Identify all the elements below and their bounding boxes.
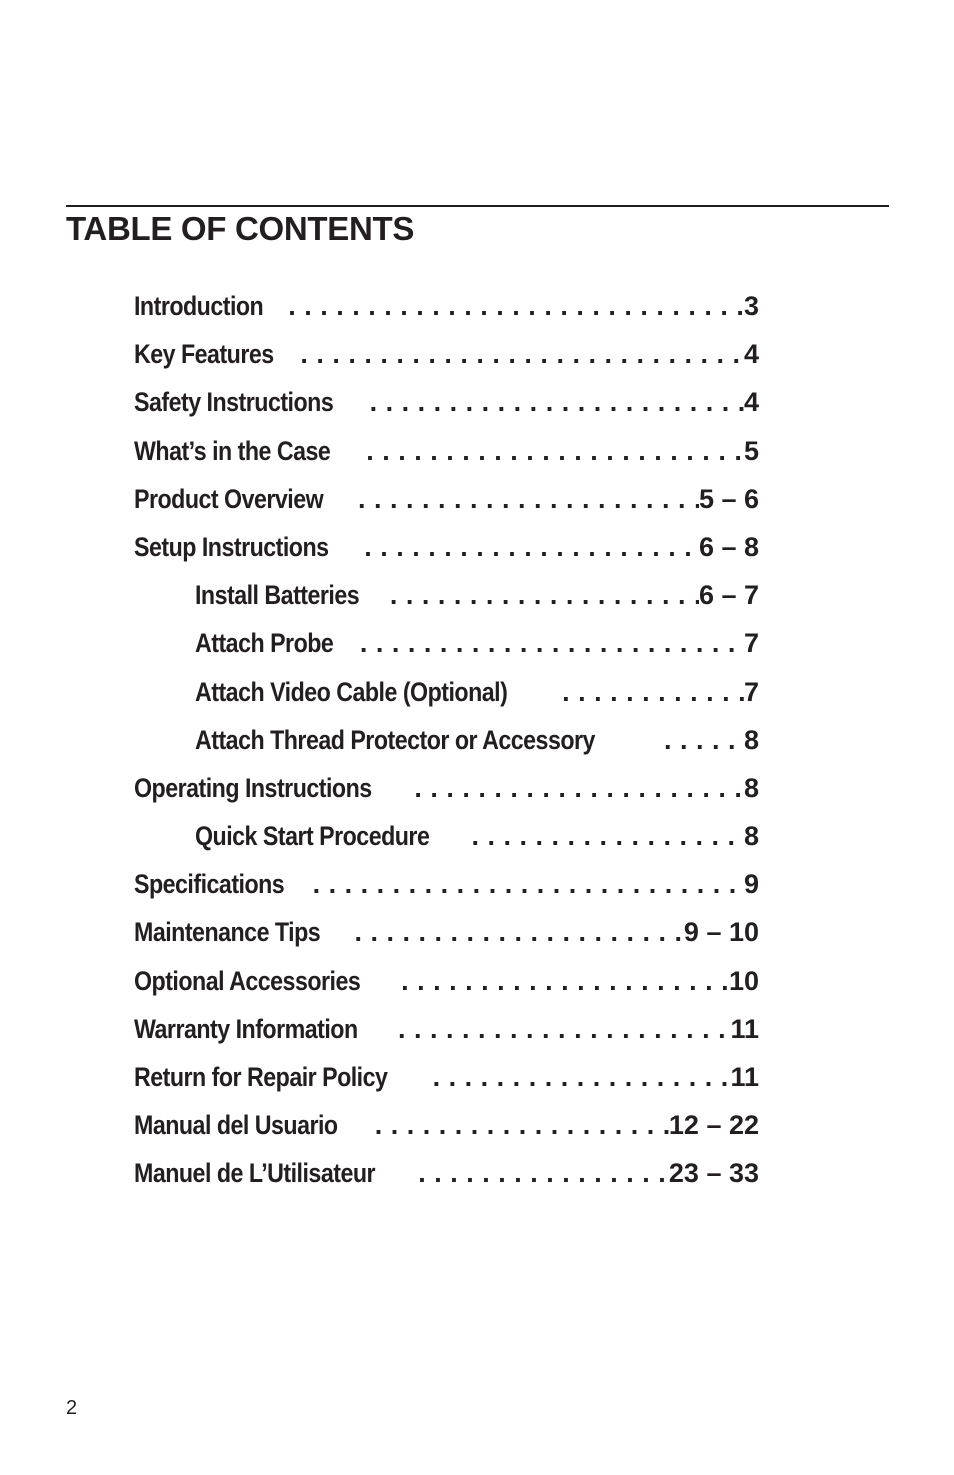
toc-entry-key-features[interactable] bbox=[134, 336, 759, 384]
toc-dot-leader bbox=[356, 625, 744, 661]
toc-entry-page: 4 bbox=[743, 387, 759, 418]
toc-entry-attach-thread-protector[interactable] bbox=[134, 722, 759, 770]
table-of-contents bbox=[134, 288, 759, 1204]
toc-entry-page: 11 bbox=[730, 1062, 759, 1092]
toc-entry-page: 6 – 7 bbox=[698, 580, 759, 611]
toc-dot-leader bbox=[394, 1011, 730, 1047]
toc-entry-page: 5 bbox=[743, 435, 759, 466]
toc-dot-leader bbox=[284, 288, 744, 324]
toc-dot-leader bbox=[360, 529, 699, 565]
toc-entry-page: 5 – 6 bbox=[698, 483, 759, 514]
toc-dot-leader bbox=[350, 914, 683, 950]
toc-entry-page: 4 bbox=[743, 339, 759, 370]
toc-entry-title: Setup Instructions bbox=[134, 531, 329, 562]
toc-entry-page: 3 bbox=[743, 291, 759, 321]
toc-entry-title: Return for Repair Policy bbox=[134, 1062, 388, 1092]
toc-entry-page: 6 – 8 bbox=[698, 531, 759, 562]
toc-entry-operating-instructions[interactable] bbox=[134, 770, 759, 818]
toc-dot-leader bbox=[397, 963, 729, 999]
toc-entry-warranty-information[interactable] bbox=[134, 1011, 759, 1059]
toc-dot-leader bbox=[410, 770, 744, 806]
toc-dot-leader bbox=[386, 577, 699, 613]
toc-entry-setup-instructions[interactable] bbox=[134, 529, 759, 577]
toc-entry-title: Manuel de L’Utilisateur bbox=[134, 1158, 376, 1189]
toc-entry-page: 9 – 10 bbox=[683, 917, 759, 948]
toc-entry-page: 7 bbox=[743, 628, 759, 659]
toc-entry-manual-del-usuario[interactable] bbox=[134, 1107, 759, 1155]
toc-entry-title: Attach Probe bbox=[195, 628, 334, 659]
toc-entry-title: Product Overview bbox=[134, 483, 324, 514]
toc-entry-title: Specifications bbox=[134, 869, 285, 900]
toc-entry-title: Safety Instructions bbox=[134, 387, 334, 418]
toc-entry-title: Operating Instructions bbox=[134, 772, 372, 803]
toc-entry-title: Attach Thread Protector or Accessory bbox=[195, 724, 595, 755]
toc-entry-maintenance-tips[interactable] bbox=[134, 914, 759, 962]
toc-dot-leader bbox=[414, 1155, 669, 1191]
toc-entry-attach-probe[interactable] bbox=[134, 625, 759, 673]
toc-entry-page: 8 bbox=[743, 772, 759, 803]
toc-entry-page: 9 bbox=[743, 869, 759, 900]
toc-entry-safety-instructions[interactable] bbox=[134, 384, 759, 432]
toc-entry-page: 8 bbox=[743, 724, 759, 755]
toc-entry-quick-start-procedure[interactable] bbox=[134, 818, 759, 866]
page-number: 2 bbox=[66, 1397, 78, 1419]
toc-entry-attach-video-cable[interactable] bbox=[134, 674, 759, 722]
toc-dot-leader bbox=[354, 481, 699, 517]
toc-entry-return-for-repair-policy[interactable] bbox=[134, 1059, 759, 1107]
toc-dot-leader bbox=[558, 674, 744, 710]
toc-entry-title: Warranty Information bbox=[134, 1013, 358, 1044]
toc-entry-title: Install Batteries bbox=[195, 580, 360, 611]
toc-entry-install-batteries[interactable] bbox=[134, 577, 759, 625]
toc-dot-leader bbox=[362, 433, 744, 469]
toc-entry-introduction[interactable] bbox=[134, 288, 759, 336]
toc-dot-leader bbox=[429, 1059, 731, 1095]
toc-entry-whats-in-the-case[interactable] bbox=[134, 433, 759, 481]
toc-entry-title: Maintenance Tips bbox=[134, 917, 321, 948]
toc-dot-leader bbox=[309, 866, 744, 902]
page-title: TABLE OF CONTENTS bbox=[66, 210, 415, 247]
toc-entry-title: Introduction bbox=[134, 291, 264, 321]
toc-entry-page: 7 bbox=[743, 676, 759, 707]
toc-entry-specifications[interactable] bbox=[134, 866, 759, 914]
toc-dot-leader bbox=[468, 818, 744, 854]
toc-entry-title: What’s in the Case bbox=[134, 435, 331, 466]
toc-entry-page: 11 bbox=[730, 1013, 759, 1044]
toc-entry-page: 10 bbox=[728, 965, 759, 996]
toc-entry-title: Optional Accessories bbox=[134, 965, 361, 996]
toc-entry-title: Manual del Usuario bbox=[134, 1110, 338, 1141]
toc-entry-product-overview[interactable] bbox=[134, 481, 759, 529]
toc-dot-leader bbox=[296, 336, 744, 372]
toc-entry-page: 12 – 22 bbox=[668, 1110, 759, 1141]
toc-entry-title: Key Features bbox=[134, 339, 274, 370]
toc-entry-page: 23 – 33 bbox=[668, 1158, 759, 1189]
toc-entry-title: Attach Video Cable (Optional) bbox=[195, 676, 508, 707]
toc-dot-leader bbox=[371, 1107, 669, 1143]
heading-rule bbox=[66, 205, 889, 207]
toc-dot-leader bbox=[366, 384, 744, 420]
toc-entry-page: 8 bbox=[743, 821, 759, 852]
toc-entry-optional-accessories[interactable] bbox=[134, 963, 759, 1011]
toc-entry-title: Quick Start Procedure bbox=[195, 821, 430, 852]
toc-entry-manuel-de-lutilisateur[interactable] bbox=[134, 1155, 759, 1203]
toc-dot-leader bbox=[660, 722, 744, 758]
